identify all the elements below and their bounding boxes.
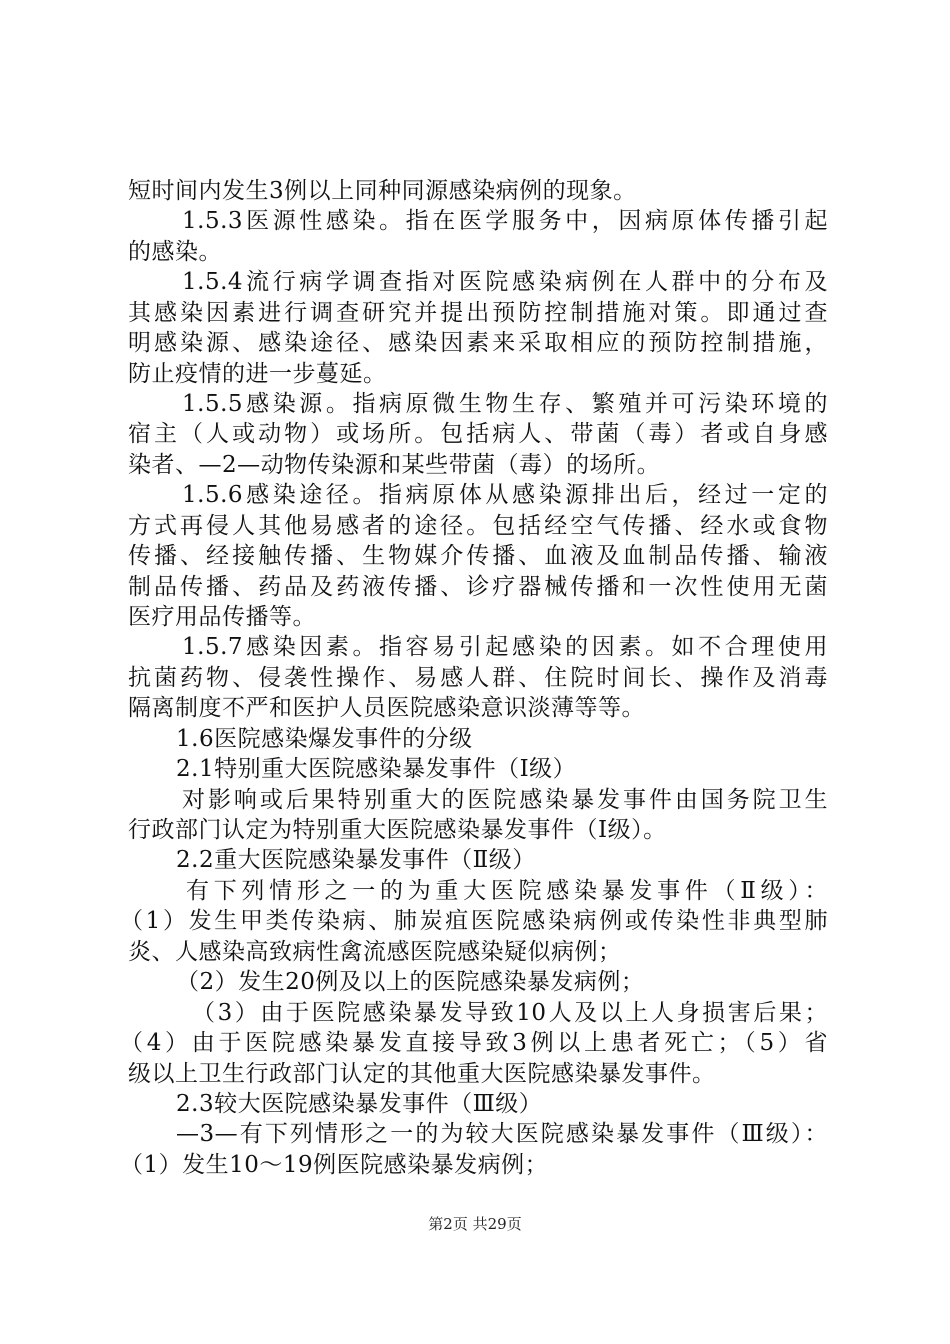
text-line: 1.5.5感染源。指病原微生物生存、繁殖并可污染环境的: [182, 391, 828, 417]
text-line: 短时间内发生3例以上同种同源感染病例的现象。: [128, 178, 637, 204]
text-line: 传播、经接触传播、生物媒介传播、血液及血制品传播、输液: [128, 543, 828, 569]
text-line: （1）发生甲类传染病、肺炭疽医院感染病例或传染性非典型肺: [120, 908, 828, 934]
list-item: （4）由于医院感染暴发直接导致3例以上患者死亡；（5）省: [120, 1030, 828, 1056]
text-line: 1.5.6感染途径。指病原体从感染源排出后，经过一定的: [182, 482, 828, 508]
list-item: （3）由于医院感染暴发导致10人及以上人身损害后果；: [192, 1000, 828, 1026]
text-line: 其感染因素进行调查研究并提出预防控制措施对策。即通过查: [128, 300, 828, 326]
text-line: 的感染。: [128, 239, 222, 265]
text-line: 1.5.3医源性感染。指在医学服务中，因病原体传播引起: [182, 208, 828, 234]
section-heading: 2.2重大医院感染暴发事件（Ⅱ级）: [176, 847, 536, 873]
text-line: 染者、—2—动物传染源和某些带菌（毒）的场所。: [128, 452, 661, 478]
text-line: —3—有下列情形之一的为较大医院感染暴发事件（Ⅲ级）：: [176, 1121, 828, 1147]
section-heading: 2.3较大医院感染暴发事件（Ⅲ级）: [176, 1091, 543, 1117]
text-line: 1.5.7感染因素。指容易引起感染的因素。如不合理使用: [182, 634, 828, 660]
text-line: 有下列情形之一的为重大医院感染暴发事件（Ⅱ级）：: [186, 878, 828, 904]
list-item: （1）发生10～19例医院感染暴发病例；: [120, 1152, 549, 1178]
text-line: 医疗用品传播等。: [128, 604, 316, 630]
page-footer: 第2页 共29页: [428, 1215, 522, 1233]
text-line: 抗菌药物、侵袭性操作、易感人群、住院时间长、操作及消毒: [128, 665, 828, 691]
text-line: 对影响或后果特别重大的医院感染暴发事件由国务院卫生: [182, 787, 828, 813]
section-heading: 2.1特别重大医院感染暴发事件（Ⅰ级）: [176, 756, 577, 782]
text-line: 防止疫情的进一步蔓延。: [128, 361, 387, 387]
text-line: 明感染源、感染途径、感染因素来采取相应的预防控制措施，: [128, 330, 828, 356]
text-line: 制品传播、药品及药液传播、诊疗器械传播和一次性使用无菌: [128, 574, 828, 600]
section-heading: 1.6医院感染爆发事件的分级: [176, 726, 473, 752]
text-line: 行政部门认定为特别重大医院感染暴发事件（Ⅰ级）。: [128, 817, 667, 843]
text-line: 级以上卫生行政部门认定的其他重大医院感染暴发事件。: [128, 1061, 716, 1087]
text-line: 1.5.4流行病学调查指对医院感染病例在人群中的分布及: [182, 269, 828, 295]
text-line: 方式再侵人其他易感者的途径。包括经空气传播、经水或食物: [128, 513, 828, 539]
list-item: （2）发生20例及以上的医院感染暴发病例；: [176, 969, 645, 995]
text-line: 炎、人感染高致病性禽流感医院感染疑似病例；: [128, 939, 622, 965]
text-line: 宿主（人或动物）或场所。包括病人、带菌（毒）者或自身感: [128, 421, 828, 447]
text-line: 隔离制度不严和医护人员医院感染意识淡薄等等。: [128, 695, 645, 721]
